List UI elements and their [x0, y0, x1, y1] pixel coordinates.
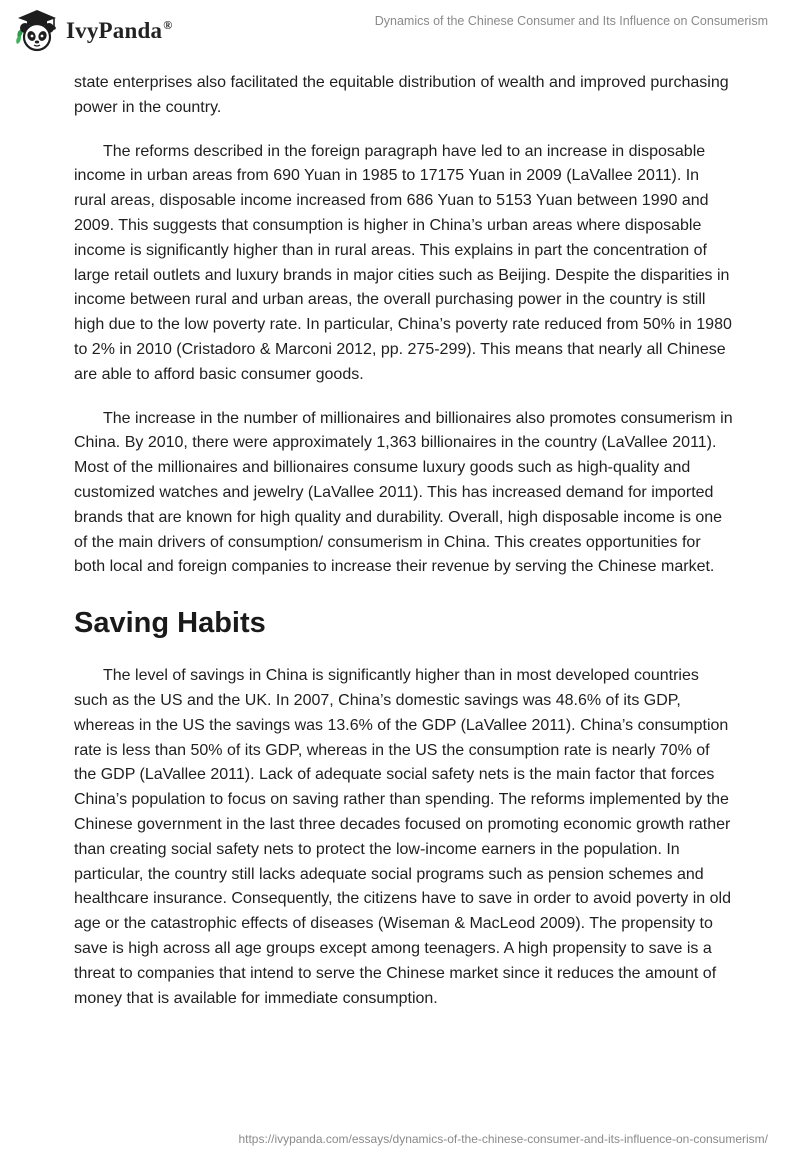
document-title: Dynamics of the Chinese Consumer and Its Influence on Consumerism	[374, 14, 768, 28]
paragraph-income: The reforms described in the foreign paragraph have led to an increase in disposable income in urban areas from 690 Yuan in 1985 to 17175 Yuan in 2009 (LaVallee 2011). In rural areas, disposable income increased from 686 Yuan to 5153 Yuan between 1990 and 2009. This suggests that consumption is higher in China’s urban areas where disposable income is significantly higher than in rural areas. This explains in part the concentration of large retail outlets and luxury brands in major cities such as Beijing. Despite the disparities in income between rural and urban areas, the overall purchasing power in the country is still high due to the low poverty rate. In particular, China’s poverty rate reduced from 50% in 1980 to 2% in 2010 (Cristadoro & Marconi 2012, pp. 275-299). This means that nearly all Chinese are able to afford basic consumer goods.	[74, 142, 732, 383]
logo-wordmark: IvyPanda®	[66, 18, 173, 43]
panda-graduate-icon	[14, 8, 60, 54]
ivypanda-logo[interactable]	[14, 8, 172, 54]
paragraph-millionaires: The increase in the number of millionaires and billionaires also promotes consumerism in China. By 2010, there were approximately 1,363 billionaires in the country (LaVallee 2011). Most of the millionaires and billionaires consume luxury goods such as high-quality and customized watches and jewelry (LaVallee 2011). This has increased demand for imported brands that are known for high quality and durability. Overall, high disposable income is one of the main drivers of consumption/ consumerism in China. This creates opportunities for both local and foreign companies to increase their revenue by serving the Chinese market.	[74, 409, 733, 576]
registered-mark: ®	[163, 18, 173, 33]
essay-content	[74, 71, 734, 1030]
paragraph-continued: state enterprises also facilitated the equitable distribution of wealth and improved purchasing power in the country.	[74, 74, 729, 116]
section-heading-saving-habits: Saving Habits	[74, 607, 266, 640]
source-url[interactable]: https://ivypanda.com/essays/dynamics-of-the-chinese-consumer-and-its-influence-on-consumerism/	[238, 1132, 768, 1146]
paragraph-savings: The level of savings in China is significantly higher than in most developed countries such as the US and the UK. In 2007, China’s domestic savings was 48.6% of its GDP, whereas in the US the savings was 13.6% of the GDP (LaVallee 2011). China’s consumption rate is less than 50% of its GDP, whereas in the US the consumption rate is nearly 70% of the GDP (LaVallee 2011). Lack of adequate social safety nets is the main factor that forces China’s population to focus on saving rather than spending. The reforms implemented by the Chinese government in the last three decades focused on promoting economic growth rather than creating social safety nets to protect the low-income earners in the population. In particular, the country still lacks adequate social programs such as pension schemes and healthcare insurance. Consequently, the citizens have to save in order to avoid poverty in old age or the catastrophic effects of diseases (Wiseman & MacLeod 2009). The propensity to save is high across all age groups except among teenagers. A high propensity to save is a threat to companies that intend to serve the Chinese market since it reduces the amount of money that is available for immediate consumption.	[74, 667, 731, 1007]
page-header	[0, 0, 800, 60]
